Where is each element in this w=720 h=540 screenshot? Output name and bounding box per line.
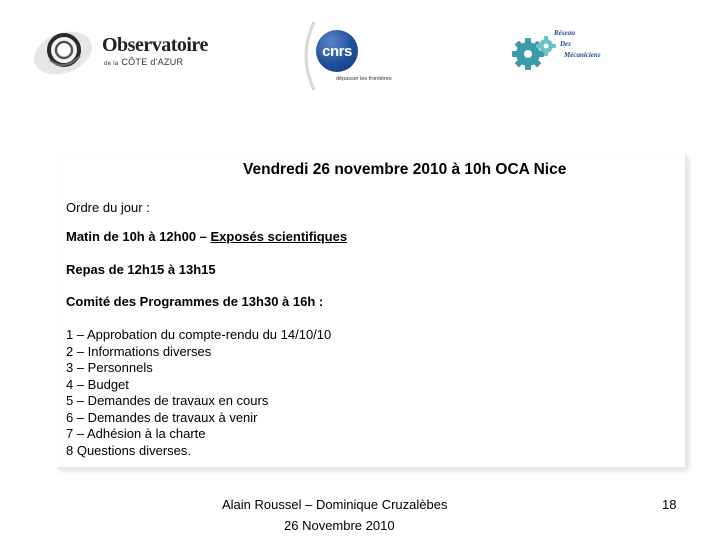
list-item: 6 – Demandes de travaux à venir — [66, 409, 258, 425]
cnrs-tagline: dépasser les frontières — [336, 76, 392, 82]
cnrs-arc-icon — [296, 20, 318, 92]
agenda-box — [57, 155, 687, 469]
reseau-mecaniciens-text: Réseau Des Mécaniciens — [554, 29, 601, 59]
agenda-comite: Comité des Programmes de 13h30 à 16h : — [66, 294, 324, 309]
list-item: 4 – Budget — [66, 376, 129, 392]
oca-emblem-icon — [30, 26, 96, 76]
agenda-ordre-label: Ordre du jour : — [66, 200, 150, 215]
cnrs-mark: cnrs — [316, 30, 358, 72]
list-item: 3 – Personnels — [66, 360, 153, 375]
footer-authors: Alain Roussel – Dominique Cruzalèbes — [222, 497, 448, 512]
agenda-repas: Repas de 12h15 à 13h15 — [66, 262, 216, 277]
page-number: 18 — [662, 497, 677, 512]
list-item: 2 – Informations diverses — [66, 343, 212, 359]
cnrs-logo — [296, 20, 406, 92]
agenda-title: Vendredi 26 novembre 2010 à 10h OCA Nice — [243, 161, 567, 178]
list-item: 8 Questions diverses. — [66, 442, 192, 458]
gear-icon — [510, 30, 558, 74]
reseau-mecaniciens-logo — [510, 26, 620, 76]
exposes-link: Exposés scientifiques — [210, 229, 348, 244]
list-item: 1 – Approbation du compte-rendu du 14/10/10 — [66, 327, 332, 342]
oca-logo — [30, 24, 210, 76]
list-item: 7 – Adhésion à la charte — [66, 426, 206, 441]
oca-wordmark: Observatoire — [102, 34, 208, 56]
agenda-matin: Matin de 10h à 12h00 – Exposés scientifiques — [66, 229, 348, 244]
agenda-points-list — [66, 327, 331, 459]
list-item: 5 – Demandes de travaux en cours — [66, 393, 269, 408]
oca-subtitle: de la CÔTE d'AZUR — [104, 57, 184, 67]
footer-date: 26 Novembre 2010 — [284, 518, 395, 533]
